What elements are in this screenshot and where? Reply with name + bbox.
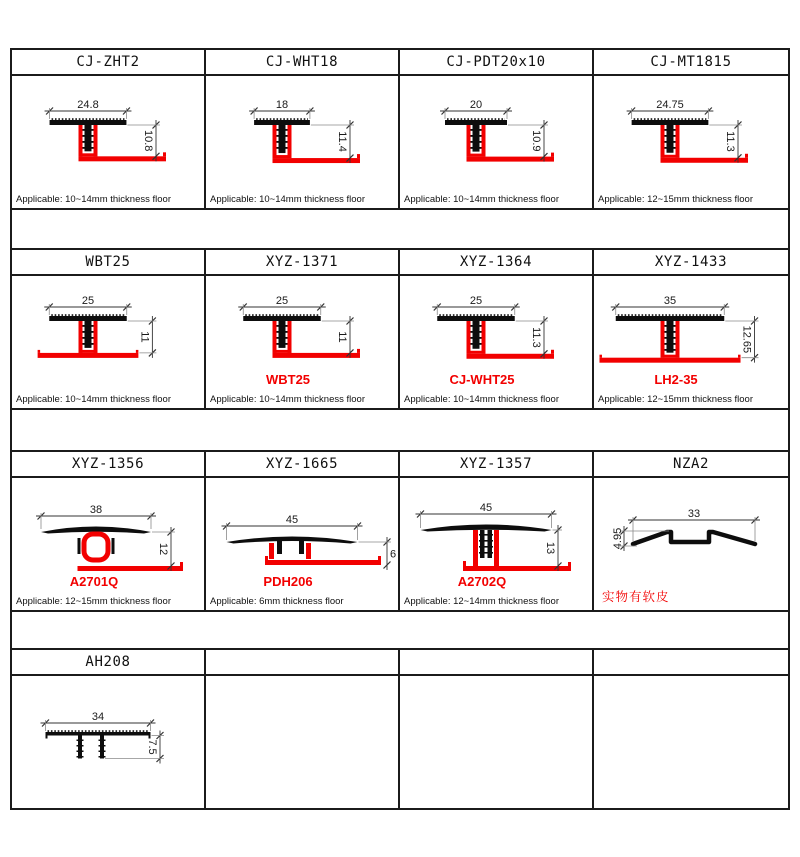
profile-drawing	[12, 478, 204, 610]
catalog-block-2	[10, 248, 790, 410]
product-code-header	[594, 50, 788, 76]
product-code-text: CJ-WHT18	[265, 54, 339, 70]
profile-name-label: PDH206	[263, 574, 313, 589]
applicable-thickness-note: Applicable: 10~14mm thickness floor	[404, 194, 559, 205]
product-cell	[12, 676, 206, 808]
product-code-header	[400, 250, 594, 276]
profile-drawing	[400, 478, 592, 610]
product-code-header	[594, 650, 788, 676]
product-code-text: CJ-ZHT2	[76, 54, 140, 70]
width-dimension-label: 45	[479, 502, 493, 514]
width-dimension-label: 33	[687, 508, 701, 520]
product-code-header	[594, 452, 788, 478]
applicable-thickness-note: Applicable: 12~14mm thickness floor	[404, 596, 559, 607]
width-dimension-label: 35	[663, 295, 677, 307]
product-code-text: NZA2	[672, 456, 710, 472]
width-dimension-label: 20	[469, 99, 483, 111]
width-dimension-label: 38	[89, 504, 103, 516]
applicable-thickness-note: Applicable: 6mm thickness floor	[210, 596, 344, 607]
product-code-header	[206, 452, 400, 478]
product-cell	[206, 676, 400, 808]
product-code-text: XYZ-1364	[459, 254, 533, 270]
product-cell	[400, 276, 594, 408]
height-dimension-label: 11	[138, 331, 151, 343]
height-dimension-label: 13	[544, 541, 556, 555]
applicable-thickness-note: Applicable: 10~14mm thickness floor	[16, 194, 171, 205]
height-dimension-label: 11	[336, 331, 348, 343]
product-code-text: AH208	[85, 654, 131, 670]
product-cell	[12, 478, 206, 610]
profile-name-label: A2702Q	[457, 574, 507, 589]
applicable-thickness-note: Applicable: 10~14mm thickness floor	[16, 394, 171, 405]
profile-drawing	[206, 276, 398, 408]
profile-drawing	[206, 478, 398, 610]
product-code-text: XYZ-1433	[654, 254, 728, 270]
product-cell	[400, 478, 594, 610]
applicable-thickness-note: Applicable: 12~15mm thickness floor	[16, 596, 171, 607]
width-dimension-label: 25	[275, 295, 289, 307]
profile-drawing	[594, 276, 786, 408]
applicable-thickness-note: Applicable: 12~15mm thickness floor	[598, 194, 753, 205]
product-cell	[12, 76, 206, 208]
product-code-header	[12, 250, 206, 276]
profile-drawing	[400, 276, 592, 408]
catalog-block-3	[10, 450, 790, 612]
profile-drawing	[12, 76, 204, 208]
height-dimension-label: 10.9	[530, 130, 542, 152]
product-code-header	[400, 452, 594, 478]
height-dimension-label: 10.8	[142, 129, 154, 152]
product-code-text: XYZ-1371	[265, 254, 339, 270]
product-cell	[400, 676, 594, 808]
product-code-text: XYZ-1665	[265, 456, 339, 472]
product-code-header	[594, 250, 788, 276]
product-code-text: CJ-MT1815	[650, 54, 732, 70]
product-cell	[594, 478, 788, 610]
product-cell	[594, 676, 788, 808]
soft-skin-note: 实物有软皮	[602, 590, 670, 604]
height-dimension-label: 11.4	[336, 131, 348, 152]
product-code-text: WBT25	[85, 254, 131, 270]
table-spacer	[10, 410, 790, 450]
profile-name-label: LH2-35	[654, 372, 698, 387]
product-code-header	[12, 452, 206, 478]
product-cell	[206, 478, 400, 610]
width-dimension-label: 34	[91, 711, 105, 723]
width-dimension-label: 25	[81, 295, 95, 307]
product-code-text: CJ-PDT20x10	[446, 54, 546, 70]
table-spacer	[10, 612, 790, 648]
width-dimension-label: 24.75	[656, 99, 684, 111]
product-code-text: XYZ-1356	[71, 456, 145, 472]
product-cell	[594, 76, 788, 208]
height-dimension-label: 7.5	[146, 739, 158, 755]
product-cell	[594, 276, 788, 408]
product-code-header	[400, 650, 594, 676]
product-code-header	[12, 650, 206, 676]
profile-name-label: CJ-WHT25	[449, 372, 515, 387]
profile-drawing	[12, 676, 204, 808]
product-code-header	[400, 50, 594, 76]
applicable-thickness-note: Applicable: 10~14mm thickness floor	[210, 394, 365, 405]
product-cell	[206, 276, 400, 408]
profile-drawing	[400, 76, 592, 208]
product-cell	[400, 76, 594, 208]
product-code-text: XYZ-1357	[459, 456, 533, 472]
profile-name-label: WBT25	[265, 372, 311, 387]
height-dimension-label: 12.65	[740, 325, 753, 354]
product-code-header	[206, 50, 400, 76]
product-code-header	[206, 650, 400, 676]
catalog-block-4	[10, 648, 790, 810]
product-code-header	[12, 50, 206, 76]
product-cell	[12, 276, 206, 408]
width-dimension-label: 45	[285, 514, 299, 526]
height-dimension-label: 11.3	[724, 131, 736, 152]
height-dimension-label: 11.3	[530, 327, 542, 348]
width-dimension-label: 25	[469, 295, 483, 307]
table-spacer	[10, 210, 790, 248]
profile-name-label: A2701Q	[69, 574, 119, 589]
applicable-thickness-note: Applicable: 10~14mm thickness floor	[210, 194, 365, 205]
catalog-block-1	[10, 48, 790, 210]
profile-drawing	[12, 276, 204, 408]
profile-drawing	[594, 76, 786, 208]
profile-catalog-table	[10, 48, 790, 810]
width-dimension-label: 24.8	[77, 99, 99, 111]
product-code-header	[206, 250, 400, 276]
width-dimension-label: 18	[275, 99, 289, 111]
height-dimension-label: 6	[390, 548, 397, 561]
applicable-thickness-note: Applicable: 12~15mm thickness floor	[598, 394, 753, 405]
height-dimension-label: 4.95	[612, 527, 624, 550]
applicable-thickness-note: Applicable: 10~14mm thickness floor	[404, 394, 559, 405]
height-dimension-label: 12	[157, 542, 169, 556]
profile-drawing	[206, 76, 398, 208]
product-cell	[206, 76, 400, 208]
